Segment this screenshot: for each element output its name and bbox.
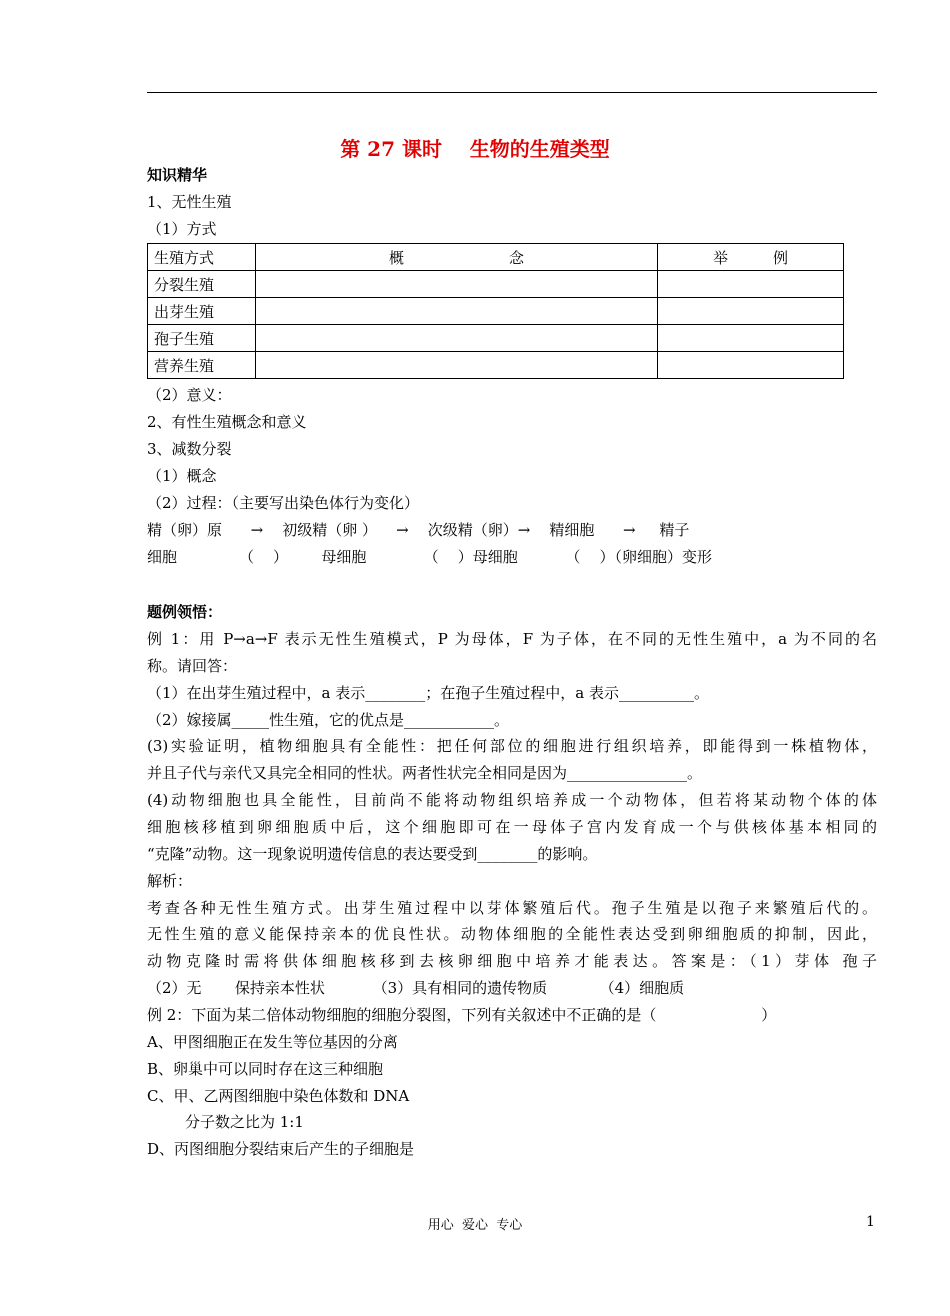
heading-asexual: 1、无性生殖 [147, 193, 232, 211]
analysis-text: 考查各种无性生殖方式。出芽生殖过程中以芽体繁殖后代。孢子生殖是以孢子来繁殖后代的。 [147, 899, 877, 917]
table-row [148, 325, 844, 352]
table-row [148, 271, 844, 298]
table-header-cell: 举 例 [658, 244, 844, 271]
table-cell [658, 271, 844, 298]
question-2: （2）嫁接属_____性生殖，它的优点是____________。 [147, 711, 510, 729]
heading-sexual: 2、有性生殖概念和意义 [147, 413, 307, 431]
question-3: (3)实验证明，植物细胞具有全能性：把任何部位的细胞进行组织培养，即能得到一株植物体， [147, 737, 877, 755]
table-header-cell: 生殖方式 [148, 244, 256, 271]
option-c: C、甲、乙两图细胞中染色体数和 DNA [147, 1087, 410, 1105]
question-1: （1）在出芽生殖过程中，a 表示________；在孢子生殖过程中，a 表示__________。 [147, 684, 709, 702]
table-cell: 孢子生殖 [148, 325, 256, 352]
table-cell [658, 298, 844, 325]
heading-meiosis: 3、减数分裂 [147, 440, 232, 458]
table-header-cell: 概 念 [256, 244, 658, 271]
section-heading-knowledge: 知识精华 [147, 166, 208, 184]
question-4: (4)动物细胞也具全能性，目前尚不能将动物组织培养成一个动物体，但若将某动物个体的体 [147, 791, 877, 809]
page-title: 第 27 课时 生物的生殖类型 [340, 137, 610, 161]
meiosis-flow-line1: 精（卵）原 → 初级精（卵 ） → 次级精（卵）→ 精细胞 → 精子 [147, 521, 690, 539]
table-cell [658, 325, 844, 352]
section-heading-examples: 题例领悟： [147, 603, 223, 621]
table-cell: 分裂生殖 [148, 271, 256, 298]
option-b: B、卵巢中可以同时存在这三种细胞 [147, 1060, 384, 1078]
question-4: “克隆”动物。这一现象说明遗传信息的表达要受到________的影响。 [147, 845, 598, 863]
option-d: D、丙图细胞分裂结束后产生的子细胞是 [147, 1140, 415, 1158]
header-rule [147, 92, 877, 93]
example1-text: 称。请回答： [147, 657, 238, 675]
example1-text: 例 1：用 P→a→F 表示无性生殖模式，P 为母体，F 为子体，在不同的无性生殖中，a 为不同的名 [147, 630, 877, 648]
subheading-concept: （1）概念 [147, 467, 217, 485]
table-cell [658, 352, 844, 379]
reproduction-table [147, 243, 844, 379]
subheading-significance: （2）意义： [147, 386, 232, 404]
page-number: 1 [866, 1214, 875, 1230]
table-cell [256, 352, 658, 379]
example2-question: 例 2：下面为某二倍体动物细胞的细胞分裂图，下列有关叙述中不正确的是（ ） [147, 1006, 777, 1024]
page-footer: 用心 爱心 专心 [427, 1218, 523, 1233]
table-row [148, 352, 844, 379]
table-cell [256, 298, 658, 325]
meiosis-flow-line2: 细胞 （ ） 母细胞 （ ）母细胞 （ ）（卵细胞）变形 [147, 548, 712, 566]
option-c-continuation: 分子数之比为 1:1 [185, 1113, 304, 1131]
analysis-text: 动物克隆时需将供体细胞核移到去核卵细胞中培养才能表达。答案是：（1）芽体 孢子 [147, 952, 877, 970]
table-header-row [148, 244, 844, 271]
analysis-answers: （2）无 保持亲本性状 （3）具有相同的遗传物质 （4）细胞质 [147, 979, 685, 997]
table-row [148, 298, 844, 325]
subheading-methods: （1）方式 [147, 220, 217, 238]
table-cell [256, 271, 658, 298]
option-a: A、甲图细胞正在发生等位基因的分离 [147, 1033, 398, 1051]
analysis-label: 解析： [147, 872, 193, 890]
table-cell [256, 325, 658, 352]
table-cell: 出芽生殖 [148, 298, 256, 325]
question-4: 细胞核移植到卵细胞质中后，这个细胞即可在一母体子宫内发育成一个与供核体基本相同的 [147, 818, 877, 836]
table-cell: 营养生殖 [148, 352, 256, 379]
subheading-process: （2）过程：（主要写出染色体行为变化） [147, 494, 420, 512]
analysis-text: 无性生殖的意义能保持亲本的优良性状。动物体细胞的全能性表达受到卵细胞质的抑制，因此， [147, 925, 877, 943]
question-3: 并且子代与亲代又具完全相同的性状。两者性状完全相同是因为________________。 [147, 764, 703, 782]
